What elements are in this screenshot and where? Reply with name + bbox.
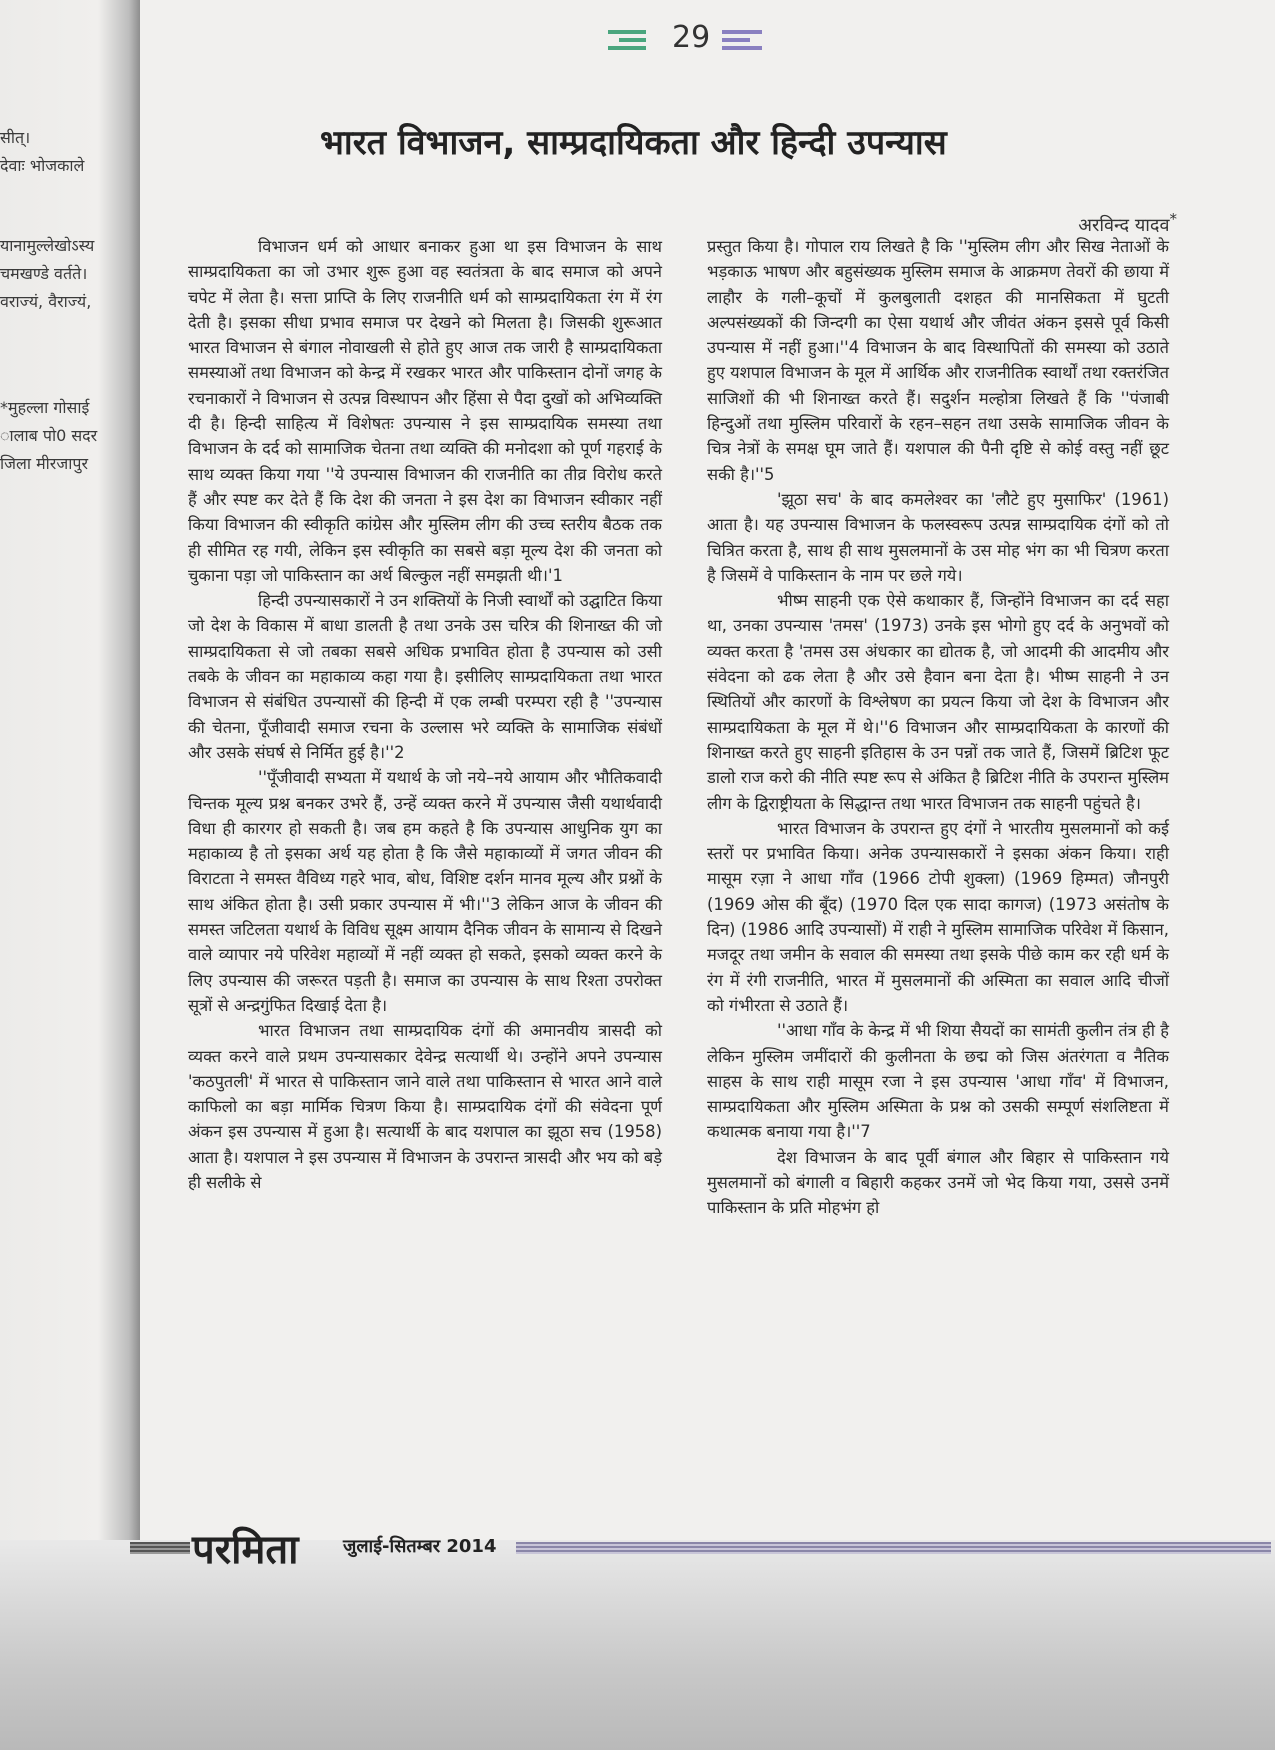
page-number-ornament-right [722, 26, 762, 56]
paragraph: देश विभाजन के बाद पूर्वी बंगाल और बिहार से पाकिस्तान गये मुसलमानों को बंगाली व बिहारी कहकर उनमें जो भेद किया गया, उससे उनमें पाकिस्तान के प्रति मोहभंग हो [707, 1147, 1169, 1218]
paragraph: भारत विभाजन तथा साम्प्रदायिक दंगों की अमानवीय त्रासदी को व्यक्त करने वाले प्रथम उपन्यासकार देवेन्द्र सत्यार्थी थे। उन्होंने अपने उपन्यास 'कठपुतली' में भारत से पाकिस्तान जाने वाले तथा पाकिस्तान से भारत आने वाले काफिलो का बड़ा मार्मिक चित्रण किया है। साम्प्रदायिक दंगों की संवेदना पूर्ण अंकन इस उपन्यास में हुआ है। सत्यार्थी के बाद यशपाल का झूठा सच (1958) आता है। यशपाल ने इस उपन्यास में विभाजन के उपरान्त त्रासदी और भय को बड़े ही सलीके से [188, 1021, 662, 1192]
paragraph: प्रस्तुत किया है। गोपाल राय लिखते है कि ''मुस्लिम लीग और सिख नेताओं के भड़काऊ भाषण और बहुसंख्यक मुस्लिम समाज के आक्रमण तेवरों की छाया में लाहौर के गली–कूचों में कुलबुलाती दशहत की मानसिकता में घुटती अल्पसंख्यकों की जिन्दगी का ऐसा यथार्थ और जीवंत अंकन इससे पूर्व किसी उपन्यास में नहीं हुआ।''4 विभाजन के बाद विस्थापितों की समस्या को उठाते हुए यशपाल विभाजन के मूल में आर्थिक और राजनीतिक स्वार्थों तथा रक्तरंजित साजिशों की भी शिनाख्त करते हैं। सदुर्शन मल्होत्रा लिखते हैं कि ''पंजाबी हिन्दुओं तथा मुस्लिम परिवारों के रहन–सहन तथा उसके सामाजिक जीवन के चित्र नेत्रों के समक्ष घूम जाते हैं। यशपाल की पैनी दृष्टि से कोई वस्तु नहीं छूट सकी है।''5 [707, 237, 1169, 484]
prev-page-line: ालाब पो0 सदर [0, 426, 98, 445]
prev-page-line: यानामुल्लेखोऽस्य [0, 236, 95, 255]
paragraph: भीष्म साहनी एक ऐसे कथाकार हैं, जिन्होंने विभाजन का दर्द सहा था, उनका उपन्यास 'तमस' (1973) उनके इस भोगो हुए दर्द के अनुभवों को व्यक्त करता है 'तमस उस अंधकार का द्योतक है, जो आदमी की आदमीय और संवेदना को ढक लेता है और उसे हैवान बना देता है। भीष्म साहनी ने उन स्थितियों और कारणों के विश्लेषण का प्रयत्न किया जो देश के विभाजन और साम्प्रदायिकता के मूल में थे।''6 विभाजन और साम्प्रदायिकता के कारणों की शिनाख्त करते हुए साहनी इतिहास के उन पन्नों तक जाते हैं, जिसमें ब्रिटिश फूट डालो राज करो की नीति स्पष्ट रूप से अंकित है ब्रिटिश नीति के उपरान्त मुस्लिम लीग के द्विराष्ट्रीयता के सिद्धान्त तथा भारत विभाजन तक साहनी पहुंचते है। [707, 591, 1169, 813]
paragraph: ''आधा गाँव के केन्द्र में भी शिया सैयदों का सामंती कुलीन तंत्र ही है लेकिन मुस्लिम जमींदारों की कुलीनता के छद्म को जिस अंतरंगता व नैतिक साहस के साथ राही मासूम रजा ने इस उपन्यास 'आधा गाँव' में विभाजन, साम्प्रदायिकता और मुस्लिम अस्मिता के प्रश्न को उसकी सम्पूर्ण संशलिष्टता में कथात्मक बनाया गया है।''7 [707, 1021, 1169, 1142]
prev-page-line: *मुहल्ला गोसाई [0, 398, 90, 417]
issue-date: जुलाई-सितम्बर 2014 [343, 1536, 497, 1557]
article-author: अरविन्द यादव* [1078, 210, 1177, 236]
article-column-right [707, 234, 1169, 1221]
footer-rule-right [516, 1542, 1271, 1554]
prev-page-line: जिला मीरजापुर [0, 454, 88, 473]
prev-page-line: वराज्यं, वैराज्यं, [0, 292, 92, 311]
article-column-left [188, 234, 662, 1195]
article-title: भारत विभाजन, साम्प्रदायिकता और हिन्दी उपन्यास [320, 123, 947, 163]
paragraph: 'झूठा सच' के बाद कमलेश्वर का 'लौटे हुए मुसाफिर' (1961) आता है। यह उपन्यास विभाजन के फलस्वरूप उत्पन्न साम्प्रदायिक दंगों को तो चित्रित करता है, साथ ही साथ मुसलमानों के उस मोह भंग का भी चित्रण करता है जिसमें वे पाकिस्तान के नाम पर छले गये। [707, 489, 1169, 585]
paragraph: भारत विभाजन के उपरान्त हुए दंगों ने भारतीय मुसलमानों को कई स्तरों पर प्रभावित किया। अनेक उपन्यासकारों ने इसका अंकन किया। राही मासूम रज़ा ने आधा गाँव (1966 टोपी शुक्ला) (1969 हिम्मत) जौनपुरी (1969 ओस की बूँद) (1970 दिल एक सादा कागज) (1973 असंतोष के दिन) (1986 आदि उपन्यासों) में राही ने मुस्लिम सामाजिक परिवेश में किसान, मजदूर तथा जमीन के सवाल की समस्या तथा इसके पीछे काम कर रही धर्म के रंग में रंगी राजनीति, भारत में मुसलमानों की अस्मिता का सवाल आदि चीजों को गंभीरता से उठाते हैं। [707, 818, 1169, 1015]
page-number: 29 [672, 20, 711, 55]
paragraph: हिन्दी उपन्यासकारों ने उन शक्तियों के निजी स्वार्थों को उद्घाटित किया जो देश के विकास में बाधा डालती है तथा उनके उस चरित्र की शिनाख्त की जो साम्प्रदायिकता से जो तबका सबसे अधिक प्रभावित होता है उपन्यास को उसी तबके के जीवन का महाकाव्य कहा गया है। इसीलिए साम्प्रदायिकता तथा भारत विभाजन से संबंधित उपन्यासों की हिन्दी में एक लम्बी परम्परा रही है ''उपन्यास की चेतना, पूँजीवादी समाज रचना के उल्लास भरे व्यक्ति के सामाजिक संबंधों और उसके संघर्ष से निर्मित हुई है।''2 [188, 591, 662, 762]
magazine-name: परमिता [192, 1526, 299, 1573]
prev-page-line: चमखण्डे वर्तते। [0, 264, 88, 283]
page-number-ornament-left [608, 26, 646, 56]
prev-page-line: देवाः भोजकाले [0, 156, 85, 175]
prev-page-line: सीत्। [0, 128, 31, 147]
paragraph: ''पूँजीवादी सभ्यता में यथार्थ के जो नये–नये आयाम और भौतिकवादी चिन्तक मूल्य प्रश्न बनकर उभरे हैं, उन्हें व्यक्त करने में उपन्यास जैसी यथार्थवादी विधा ही कारगर हो सकती है। जब हम कहते है कि उपन्यास आधुनिक युग का महाकाव्य है तो इसका अर्थ यह होता है कि जैसे महाकाव्यों में जगत जीवन की विराटता ने समस्त वैविध्य गहरे भाव, बोध, विशिष्ट दर्शन मानव मूल्य और प्रश्नों के साथ अंकित होता है। उसी प्रकार उपन्यास में भी।''3 लेकिन आज के जीवन की समस्त जटिलता यथार्थ के विविध सूक्ष्म आयाम दैनिक जीवन के सामान्य से दिखने वाले व्यापार नये परिवेश महाव्यों में नहीं व्यक्त हो सकते, इसको व्यक्त करने के लिए उपन्यास की जरूरत पड़ती है। समाज का उपन्यास के साथ रिश्ता उपरोक्त सूत्रों से अन्द्रगुंफित दिखाई देता है। [188, 768, 662, 1015]
page-footer [0, 1526, 1275, 1573]
footer-rule-left [130, 1542, 190, 1554]
paragraph: विभाजन धर्म को आधार बनाकर हुआ था इस विभाजन के साथ साम्प्रदायिकता का जो उभार शुरू हुआ वह स्वतंत्रता के बाद समाज को अपने चपेट में लेता है। सत्ता प्राप्ति के लिए राजनीति धर्म को साम्प्रदायिकता रंग में रंग देती है। इसका सीधा प्रभाव समाज पर देखने को मिलता है। जिसकी शुरूआत भारत विभाजन से बंगाल नोवाखली से होते हुए आज तक जारी है साम्प्रदायिकता समस्याओं तथा विभाजन को केन्द्र में रखकर भारत और पाकिस्तान दोनों जगह के रचनाकारों ने विभाजन से उत्पन्न विस्थापन और हिंसा से पैदा दुखों को अभिव्यक्ति दी है। हिन्दी साहित्य में विशेषतः उपन्यास ने इस साम्प्रदायिक समस्या तथा विभाजन के दर्द को सामाजिक चेतना तथा व्यक्ति की मनोदशा को पूर्ण गहराई के साथ व्यक्त किया गया ''ये उपन्यास विभाजन की राजनीति का तीव्र विरोध करते हैं और स्पष्ट कर देते हैं कि देश की जनता ने इस देश का विभाजन स्वीकार नहीं किया विभाजन की स्वीकृति कांग्रेस और मुस्लिम लीग की उच्च स्तरीय बैठक तक ही सीमित रह गयी, लेकिन इस स्वीकृति का सबसे बड़ा मूल्य देश की जनता को चुकाना पड़ा जो पाकिस्तान का अर्थ बिल्कुल नहीं समझती थी।'1 [188, 237, 662, 585]
